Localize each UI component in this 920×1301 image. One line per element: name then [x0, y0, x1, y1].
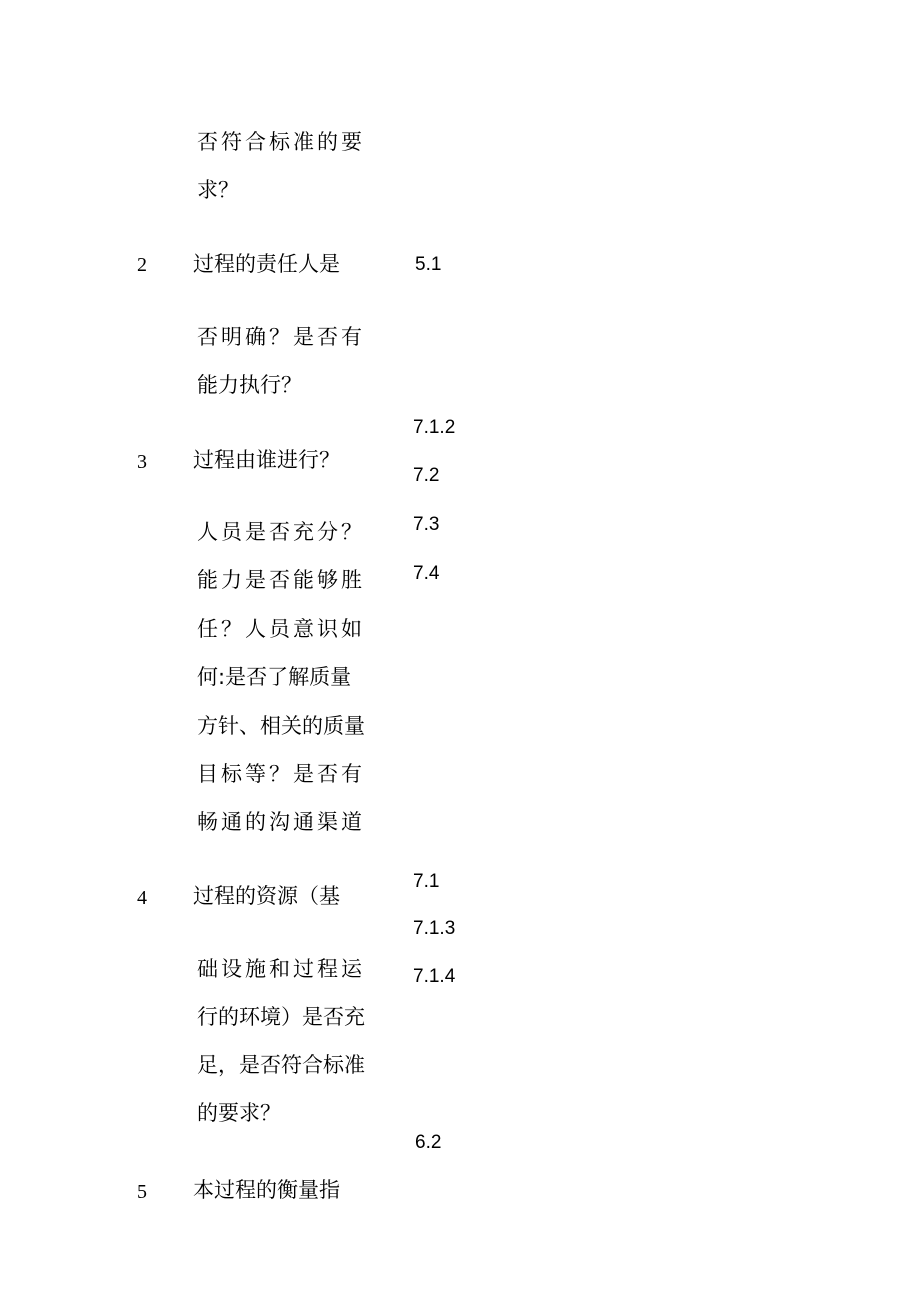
row3-clause-ref-4: 7.4	[413, 563, 440, 584]
row4-number: 4	[137, 887, 147, 909]
row3-text-line2: 人员是否充分？	[197, 520, 365, 544]
row2-number: 2	[137, 254, 147, 276]
row5-clause-ref: 6.2	[415, 1132, 442, 1153]
row4-clause-ref-3: 7.1.4	[413, 966, 456, 987]
row3-number: 3	[137, 451, 147, 473]
row3-clause-ref-2: 7.2	[413, 465, 440, 486]
row3-text-line7: 目标等？是否有	[197, 762, 365, 786]
row4-text-line5: 的要求？	[197, 1101, 281, 1125]
row2-text-line3: 能力执行？	[197, 373, 302, 397]
row5-text-line1: 本过程的衡量指	[193, 1178, 340, 1202]
row2-text-line2: 否明确？是否有	[197, 325, 365, 349]
row3-clause-ref-1: 7.1.2	[413, 417, 456, 438]
row4-text-line4: 足，是否符合标准	[197, 1053, 365, 1077]
row5-number: 5	[137, 1181, 147, 1203]
row3-text-line1: 过程由谁进行？	[193, 448, 340, 472]
row1-text-line1: 否符合标准的要	[197, 130, 365, 154]
row3-text-line3: 能力是否能够胜	[197, 568, 365, 592]
row4-clause-ref-1: 7.1	[413, 871, 440, 892]
row3-text-line4: 任？人员意识如	[197, 617, 365, 641]
row4-clause-ref-2: 7.1.3	[413, 918, 456, 939]
row4-text-line1: 过程的资源（基	[193, 884, 340, 908]
row4-text-line2: 础设施和过程运	[197, 957, 365, 981]
row3-text-line8: 畅通的沟通渠道	[197, 810, 365, 834]
row3-text-line6: 方针、相关的质量	[197, 714, 365, 738]
row2-clause-ref: 5.1	[415, 254, 442, 275]
row3-clause-ref-3: 7.3	[413, 514, 440, 535]
row2-text-line1: 过程的责任人是	[193, 252, 340, 276]
row1-text-line2: 求？	[197, 178, 239, 202]
row4-text-line3: 行的环境）是否充	[197, 1005, 365, 1029]
row3-text-line5: 何:是否了解质量	[197, 665, 352, 689]
